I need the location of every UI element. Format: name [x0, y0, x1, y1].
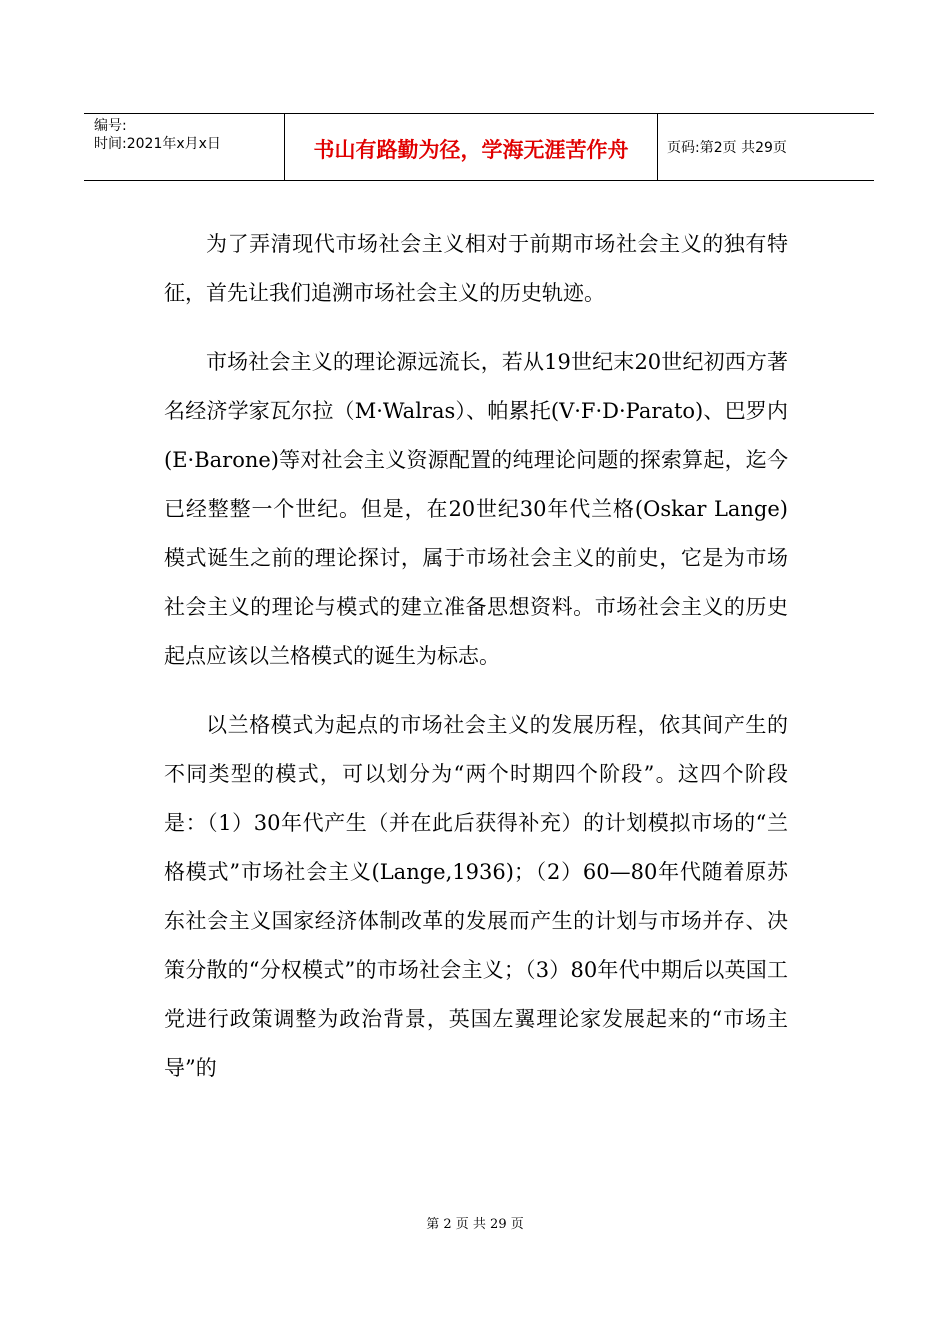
paragraph-1: 为了弄清现代市场社会主义相对于前期市场社会主义的独有特征，首先让我们追溯市场社会主义的历史轨迹。 [164, 232, 788, 305]
serial-number-label: 编号: [94, 118, 127, 134]
page-header [84, 113, 874, 181]
document-body [164, 220, 788, 1113]
page-footer: 第 2 页 共 29 页 [426, 1217, 524, 1232]
paragraph-3: 以兰格模式为起点的市场社会主义的发展历程，依其间产生的不同类型的模式，可以划分为“两个时期四个阶段”。这四个阶段是：（1）30年代产生（并在此后获得补充）的计划模拟市场的“兰格模式”市场社会主义(Lange,1936)；（2）60—80年代随着原苏东社会主义国家经济体制改革的发展而产生的计划与市场并存、决策分散的“分权模式”的市场社会主义；（3）80年代中期后以英国工党进行政策调整为政治背景，英国左翼理论家发展起来的“市场主导”的 [164, 713, 788, 1080]
header-page-info: 页码:第2页 共29页 [667, 140, 787, 156]
paragraph-2: 市场社会主义的理论源远流长，若从19世纪末20世纪初西方著名经济学家瓦尔拉（M·Walras）、帕累托(V·F·D·Parato)、巴罗内(E·Barone)等对社会主义资源配置的纯理论问题的探索算起，迄今已经整整一个世纪。但是，在20世纪30年代兰格(Oskar Lange)模式诞生之前的理论探讨，属于市场社会主义的前史，它是为市场社会主义的理论与模式的建立准备思想资料。市场社会主义的历史起点应该以兰格模式的诞生为标志。 [164, 350, 788, 668]
header-meta [84, 114, 285, 180]
header-motto: 书山有路勤为径，学海无涯苦作舟 [285, 114, 658, 180]
date-label: 时间:2021年x月x日 [94, 136, 221, 152]
